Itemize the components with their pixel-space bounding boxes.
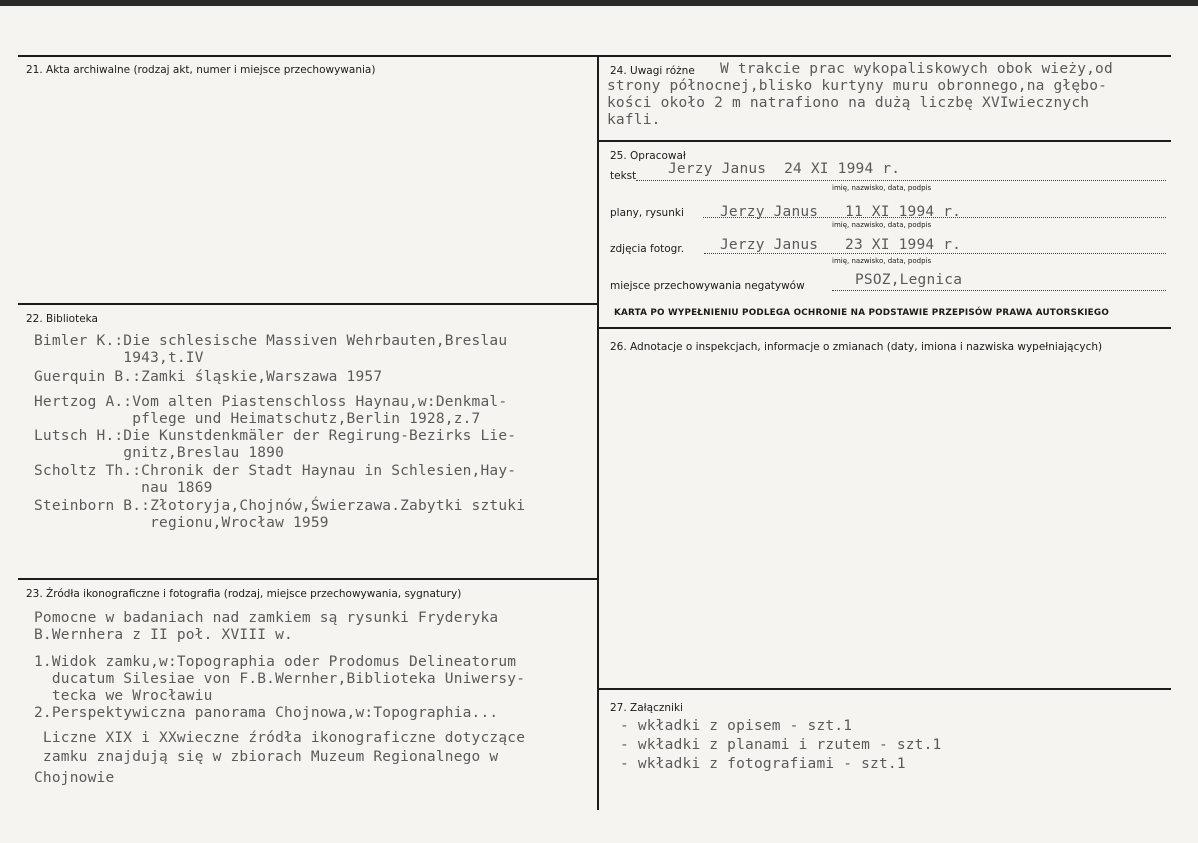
tekst-label: tekst [610,170,637,182]
iconography-line: Chojnowie [34,770,115,786]
section-23-label: 23. Źródła ikonograficzne i fotografia (rodzaj, miejsce przechowywania, sygnatury) [26,588,462,600]
rule-24-25 [598,140,1171,142]
negatives-value: PSOZ,Legnica [855,272,963,288]
top-rule [18,55,1171,57]
zdjecia-label: zdjęcia fotogr. [610,243,685,255]
bibliography-line: Guerquin B.:Zamki śląskie,Warszawa 1957 [34,369,383,385]
zdjecia-value: Jerzy Janus 23 XI 1994 r. [720,237,962,253]
section-27-label: 27. Załączniki [610,702,683,714]
section-22-label: 22. Biblioteka [26,313,98,325]
bibliography-line: Lutsch H.:Die Kunstdenkmäler der Regirung-Bezirks Lie- [34,428,517,444]
scan-edge [0,0,1198,6]
iconography-line: Liczne XIX i XXwieczne źródła ikonograficzne dotyczące [34,730,526,746]
bibliography-line: Hertzog A.:Vom alten Piastenschloss Haynau,w:Denkmal- [34,394,508,410]
plany-value: Jerzy Janus 11 XI 1994 r. [720,204,962,220]
copyright-notice: KARTA PO WYPEŁNIENIU PODLEGA OCHRONIE NA PODSTAWIE PRZEPISÓW PRAWA AUTORSKIEGO [614,308,1109,318]
rule-26-27 [598,688,1171,690]
section-26-label: 26. Adnotacje o inspekcjach, informacje o zmianach (daty, imiona i nazwiska wypełniających) [610,341,1103,353]
bibliography-line: nau 1869 [34,480,213,496]
plany-label: plany, rysunki [610,207,684,219]
iconography-line: zamku znajdują się w zbiorach Muzeum Regionalnego w [34,749,499,765]
remarks-line: kafli. [607,112,661,128]
negatives-label: miejsce przechowywania negatywów [610,280,805,292]
center-divider [597,55,599,810]
iconography-line: 1.Widok zamku,w:Topographia oder Prodomus Delineatorum [34,654,517,670]
section-24-label: 24. Uwagi różne [610,65,695,77]
bibliography-line: pflege und Heimatschutz,Berlin 1928,z.7 [34,411,481,427]
remarks-line: kości około 2 m natrafiono na dużą liczbę XVIwiecznych [607,95,1090,111]
plany-sublabel: imię, nazwisko, data, podpis [832,221,932,229]
rule-25-26 [598,327,1171,329]
tekst-sublabel: imię, nazwisko, data, podpis [832,184,932,192]
tekst-value: Jerzy Janus 24 XI 1994 r. [668,161,901,177]
iconography-line: ducatum Silesiae von F.B.Wernher,Biblioteka Uniwersy- [34,671,526,687]
section-25-label: 25. Opracował [610,150,686,162]
attachment-line: - wkładki z opisem - szt.1 [620,718,853,734]
rule-22-23 [18,578,598,580]
bibliography-line: Bimler K.:Die schlesische Massiven Wehrbauten,Breslau [34,333,508,349]
tekst-dotted-line [636,180,1166,181]
bibliography-line: gnitz,Breslau 1890 [34,445,285,461]
negatives-dotted-line [832,290,1166,291]
bibliography-line: regionu,Wrocław 1959 [34,515,329,531]
iconography-line: tecka we Wrocławiu [34,688,213,704]
iconography-line: Pomocne w badaniach nad zamkiem są rysunki Fryderyka [34,610,499,626]
attachment-line: - wkładki z planami i rzutem - szt.1 [620,737,942,753]
bibliography-line: 1943,t.IV [34,350,204,366]
iconography-line: 2.Perspektywiczna panorama Chojnowa,w:Topographia... [34,705,499,721]
bibliography-line: Steinborn B.:Złotoryja,Chojnów,Świerzawa.Zabytki sztuki [34,498,526,514]
remarks-line: strony północnej,blisko kurtyny muru obronnego,na głębo- [607,78,1108,94]
rule-21-22 [18,303,598,305]
zdjecia-sublabel: imię, nazwisko, data, podpis [832,257,932,265]
remarks-line: W trakcie prac wykopaliskowych obok wieży,od [720,61,1113,77]
section-21-label: 21. Akta archiwalne (rodzaj akt, numer i miejsce przechowywania) [26,64,376,76]
bibliography-line: Scholtz Th.:Chronik der Stadt Haynau in Schlesien,Hay- [34,463,517,479]
attachment-line: - wkładki z fotografiami - szt.1 [620,756,906,772]
iconography-line: B.Wernhera z II poł. XVIII w. [34,627,293,643]
